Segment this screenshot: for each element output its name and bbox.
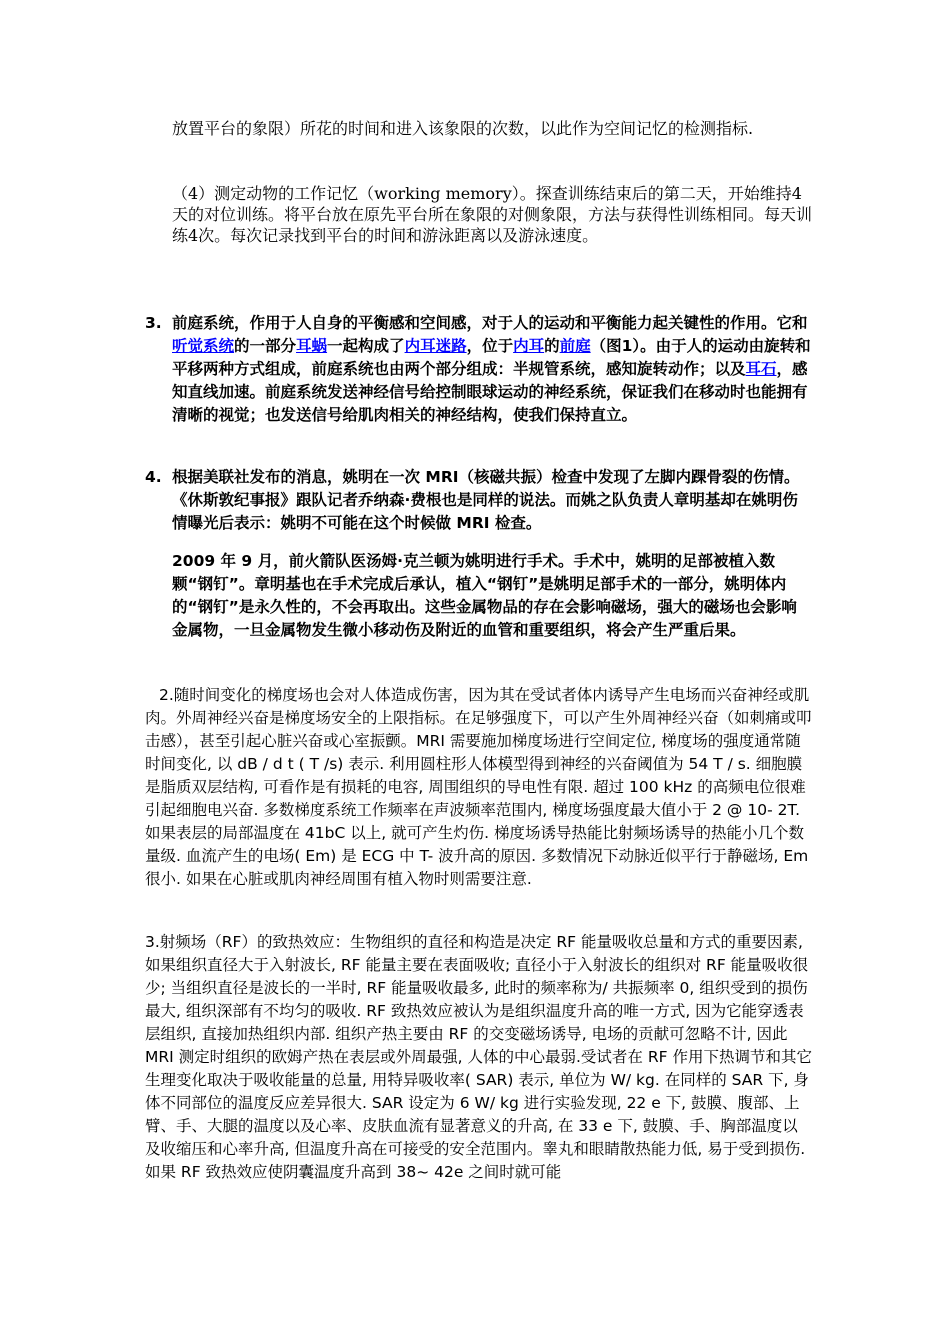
list-item-4 [145, 466, 812, 642]
yao-ming-news-paragraph: 根据美联社发布的消息，姚明在一次 MRI（核磁共振）检查中发现了左脚内踝骨裂的伤情。《休斯敦纪事报》跟队记者乔纳森·费根也是同样的说法。而姚之队负责人章明基却在姚明伤情曝光后表示：姚明不可能在这个时候做 MRI 检查。 [172, 468, 800, 532]
memory-paragraph-end: 放置平台的象限）所花的时间和进入该象限的次数，以此作为空间记忆的检测指标. [172, 119, 754, 138]
gradient-field-paragraph: 2.随时间变化的梯度场也会对人体造成伤害，因为其在受试者体内诱导产生电场而兴奋神经或肌肉。外周神经兴奋是梯度场安全的上限指标。在足够强度下，可以产生外周神经兴奋（如刺痛或叩击感），甚至引起心脏兴奋或心室振颤。MRI 需要施加梯度场进行空间定位, 梯度场的强度通常随时间变化, 以 dB / d t ( T /s) 表示. 利用圆柱形人体模型得到神经的兴奋阈值为 54 T / s. 细胞膜是脂质双层结构, 可看作是有损耗的电容, 周围组织的导电性有限. 超过 100 kHz 的高频电位很难引起细胞电兴奋. 多数梯度系统工作频率在声波频率范围内, 梯度场强度最大值小于 2 @ 10- 2T. 如果表层的局部温度在 41bC 以上, 就可产生灼伤. 梯度场诱导热能比射频场诱导的热能小几个数量级. 血流产生的电场( Em) 是 ECG 中 T- 波升高的原因. 多数情况下动脉近似平行于静磁场, Em 很小. 如果在心脏或肌肉神经周围有植入物时则需要注意. [145, 686, 812, 888]
link-otolith[interactable]: 耳石 [745, 360, 777, 378]
vestibular-paragraph: 前庭系统，作用于人自身的平衡感和空间感，对于人的运动和平衡能力起关键性的作用。它和听觉系统的一部分耳蜗一起构成了内耳迷路，位于内耳的前庭（图1）。由于人的运动由旋转和平移两种方式组成，前庭系统也由两个部分组成：半规管系统，感知旋转动作；以及耳石，感知直线加速。前庭系统发送神经信号给控制眼球运动的神经系统，保证我们在移动时也能拥有清晰的视觉；也发送信号给肌肉相关的神经结构，使我们保持直立。 [172, 314, 811, 424]
rf-heating-paragraph: 3.射频场（RF）的致热效应：生物组织的直径和构造是决定 RF 能量吸收总量和方式的重要因素, 如果组织直径大于入射波长, RF 能量主要在表面吸收; 直径小于入射波长的组织对 RF 能量吸收很少; 当组织直径是波长的一半时, RF 能量吸收最多, 此时的频率称为/ 共振频率 0, 组织受到的损伤最大, 组织深部有不均匀的吸收. RF 致热效应被认为是组织温度升高的唯一方式, 因为它能穿透表层组织, 直接加热组织内部. 组织产热主要由 RF 的交变磁场诱导, 电场的贡献可忽略不计, 因此 MRI 测定时组织的欧姆产热在表层或外周最强, 人体的中心最弱.受试者在 RF 作用下热调节和其它生理变化取决于吸收能量的总量, 用特异吸收率( SAR) 表示, 单位为 W/ kg. 在同样的 SAR 下, 身体不同部位的温度反应差异很大. SAR 设定为 6 W/ kg 进行实验发现, 22 e 下, 鼓膜、腹部、上臂、手、大腿的温度以及心率、皮肤血流有显著意义的升高, 在 33 e 下, 鼓膜、手、胸部温度以及收缩压和心率升高, 但温度升高在可接受的安全范围内。睾丸和眼睛散热能力低, 易于受到损伤. 如果 RF 致热效应使阴囊温度升高到 38~ 42e 之间时就可能 [145, 933, 812, 1181]
working-memory-paragraph: （4）测定动物的工作记忆（working memory）。探查训练结束后的第二天，开始维持4天的对位训练。将平台放在原先平台所在象限的对侧象限，方法与获得性训练相同。每天训练4次。每次记录找到平台的时间和游泳距离以及游泳速度。 [172, 184, 813, 245]
list-item-number: 4. [145, 468, 162, 486]
link-cochlea[interactable]: 耳蜗 [296, 337, 328, 355]
link-inner-ear-labyrinth[interactable]: 内耳迷路 [404, 337, 467, 355]
link-auditory-system[interactable]: 听觉系统 [172, 337, 235, 355]
link-inner-ear[interactable]: 内耳 [513, 337, 545, 355]
list-item-number: 3. [145, 314, 162, 332]
yao-ming-surgery-paragraph: 2009 年 9 月，前火箭队医汤姆·克兰顿为姚明进行手术。手术中，姚明的足部被植入数颗“钢钉”。章明基也在手术完成后承认，植入“钢钉”是姚明足部手术的一部分，姚明体内的“钢钉”是永久性的，不会再取出。这些金属物品的存在会影响磁场，强大的磁场也会影响金属物，一旦金属物发生微小移动伤及附近的血管和重要组织，将会产生严重后果。 [172, 552, 797, 639]
link-vestibule[interactable]: 前庭 [559, 337, 591, 355]
list-item-3 [145, 312, 812, 427]
